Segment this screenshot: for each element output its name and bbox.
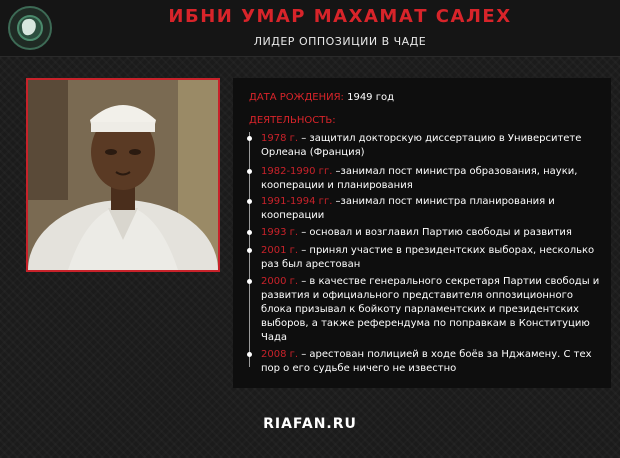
birth-date-row [249, 92, 394, 103]
timeline-item [261, 132, 601, 160]
timeline-year: 1991-1994 гг. [261, 196, 333, 207]
timeline-text: – арестован полицией в ходе боёв за Нджамену. С тех пор о его судьбе ничего не известно [261, 349, 592, 374]
timeline-dot-icon [247, 230, 252, 235]
timeline-item [261, 244, 601, 272]
timeline-dot-icon [247, 199, 252, 204]
birth-date-label: ДАТА РОЖДЕНИЯ: [249, 92, 344, 103]
timeline-dot-icon [247, 136, 252, 141]
timeline-text: – принял участие в президентских выборах, несколько раз был арестован [261, 245, 595, 270]
timeline-item [261, 195, 601, 223]
timeline-text: –занимал пост министра образования, науки, кооперации и планирования [261, 166, 578, 191]
timeline-text: – защитил докторскую диссертацию в Университете Орлеана (Франция) [261, 133, 582, 158]
timeline-year: 1993 г. [261, 227, 299, 238]
timeline-year: 1982-1990 гг. [261, 166, 333, 177]
timeline-item [261, 165, 601, 193]
timeline-year: 2008 г. [261, 349, 299, 360]
timeline-dot-icon [247, 248, 252, 253]
portrait-illustration [28, 80, 218, 270]
timeline-dot-icon [247, 352, 252, 357]
timeline-year: 1978 г. [261, 133, 299, 144]
site-footer: RIAFAN.RU [263, 416, 357, 432]
activity-label: ДЕЯТЕЛЬНОСТЬ: [249, 115, 336, 126]
portrait-photo [26, 78, 220, 272]
page-title: ИБНИ УМАР МАХАМАТ САЛЕХ [168, 6, 512, 27]
timeline-year: 2000 г. [261, 276, 299, 287]
timeline-dot-icon [247, 279, 252, 284]
timeline-item [261, 348, 601, 376]
timeline-text: – основал и возглавил Партию свободы и развития [298, 227, 572, 238]
timeline-text: –занимал пост министра планирования и кооперации [261, 196, 555, 221]
info-panel [233, 78, 611, 388]
page-subtitle: ЛИДЕР ОППОЗИЦИИ В ЧАДЕ [253, 35, 427, 48]
birth-date-value: 1949 год [347, 92, 395, 103]
timeline-text: – в качестве генерального секретаря Партии свободы и развития и официального представителя оппозиционного блока призывал к бойкоту парламентских и президентских выборов, а также референдума по поправкам в Конституцию Чада [261, 276, 600, 343]
timeline-item [261, 275, 601, 345]
timeline-dot-icon [247, 169, 252, 174]
logo-africa-icon [8, 6, 52, 50]
timeline-item [261, 226, 601, 240]
timeline-year: 2001 г. [261, 245, 299, 256]
header-bar [0, 0, 620, 57]
